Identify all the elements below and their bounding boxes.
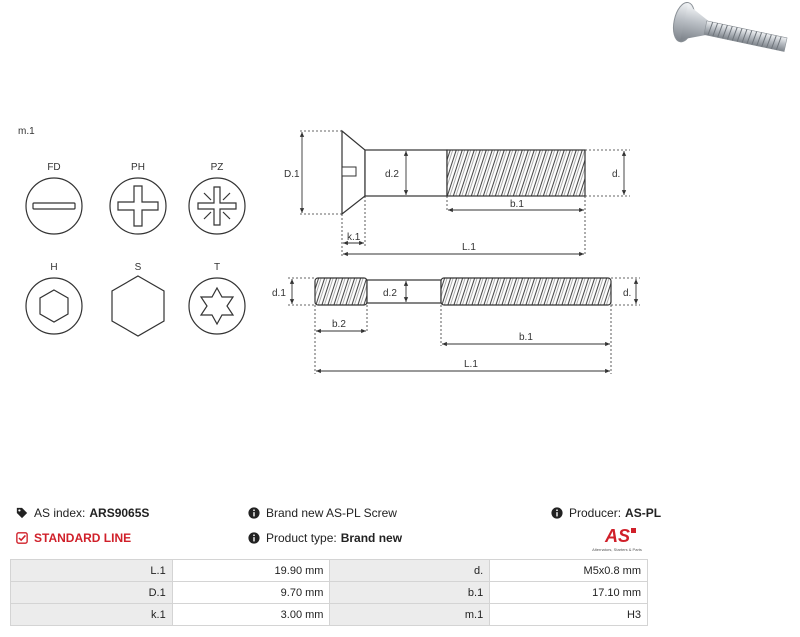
info-circle-icon (551, 507, 563, 519)
spec-value: 9.70 mm (172, 582, 330, 604)
spec-key: k.1 (11, 604, 173, 626)
product-description (248, 506, 397, 520)
spec-key: m.1 (330, 604, 490, 626)
stud-drawing (315, 278, 611, 305)
as-pl-logo (584, 524, 650, 554)
table-row (11, 582, 648, 604)
producer-value: AS-PL (625, 506, 662, 520)
drive-label-ph: PH (131, 162, 145, 173)
spec-key: D.1 (11, 582, 173, 604)
logo-tagline: Alternators, Starters & Parts (592, 547, 642, 552)
table-row (11, 560, 648, 582)
pozidriv-drive-icon (189, 178, 245, 234)
as-index-label: AS index: (34, 506, 86, 520)
dim-label-b1: b.1 (510, 199, 524, 210)
description-text: Brand new AS-PL Screw (266, 506, 397, 520)
dim-label-D1: D.1 (284, 169, 300, 180)
check-square-icon (16, 532, 28, 544)
drive-label-t: T (213, 262, 221, 273)
dim-label-d: d. (612, 169, 621, 180)
dim-label-k1: k.1 (347, 232, 361, 243)
info-circle-icon (248, 507, 260, 519)
product-type-value: Brand new (340, 531, 403, 545)
as-index-value: ARS9065S (89, 506, 150, 520)
flat-slot-drive-icon (26, 178, 82, 234)
spec-key: L.1 (11, 560, 173, 582)
spec-value: 19.90 mm (172, 560, 330, 582)
spec-value: H3 (490, 604, 648, 626)
product-photo (660, 2, 800, 72)
hex-head-drive-icon (112, 276, 164, 336)
stud-dim-label-d1: d.1 (272, 288, 286, 299)
logo-text: AS (605, 526, 631, 546)
spec-key: d. (330, 560, 490, 582)
stud-dim-label-L1: L.1 (464, 359, 478, 370)
phillips-drive-icon (110, 178, 166, 234)
drive-label-h: H (50, 262, 58, 273)
spec-value: 17.10 mm (490, 582, 648, 604)
countersunk-screw-drawing (342, 131, 585, 214)
stud-dim-label-b2: b.2 (332, 319, 346, 330)
table-row (11, 604, 648, 626)
standard-line-badge (16, 531, 131, 545)
producer-label: Producer: (569, 506, 622, 520)
hex-socket-drive-icon (26, 278, 82, 334)
drive-label-pz: PZ (210, 162, 224, 173)
standard-line-label: STANDARD LINE (34, 531, 132, 545)
spec-value: 3.00 mm (172, 604, 330, 626)
stud-dim-label-d2: d.2 (383, 288, 397, 299)
drive-label-fd: FD (47, 162, 61, 173)
stud-dim-label-d: d. (623, 288, 632, 299)
torx-drive-icon (189, 278, 245, 334)
tags-icon (16, 507, 28, 519)
label-m1: m.1 (18, 126, 35, 137)
dim-label-L1: L.1 (462, 242, 476, 253)
spec-value: M5x0.8 mm (490, 560, 648, 582)
as-index (16, 506, 149, 520)
product-type (248, 531, 402, 545)
product-type-label: Product type: (266, 531, 337, 545)
info-circle-icon (248, 532, 260, 544)
dim-label-d2: d.2 (385, 169, 399, 180)
drive-label-s: S (134, 262, 142, 273)
producer (551, 506, 661, 520)
spec-key: b.1 (330, 582, 490, 604)
specs-table (10, 559, 648, 626)
stud-dim-label-b1: b.1 (519, 332, 533, 343)
